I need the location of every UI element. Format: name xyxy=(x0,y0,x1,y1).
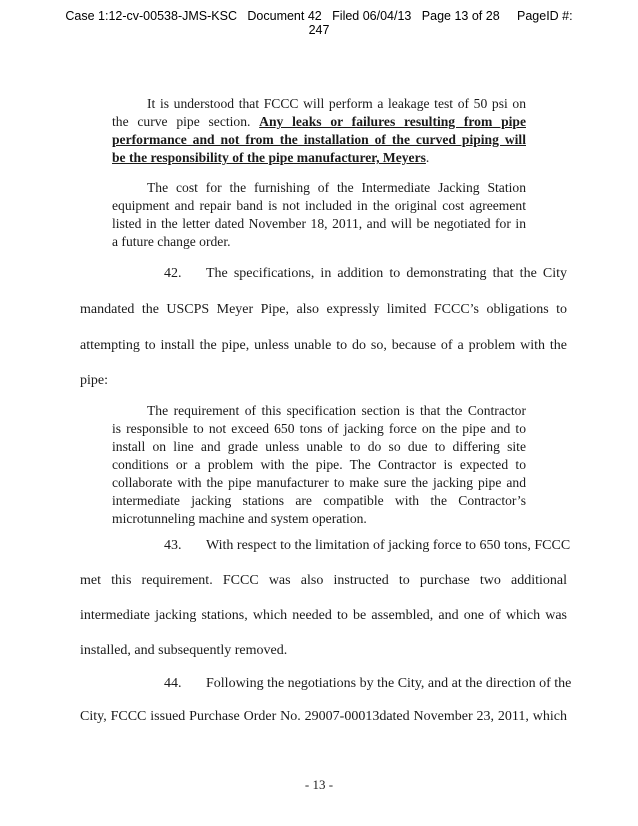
para44-number: 44. xyxy=(164,676,182,691)
para44-line1-text: Following the negotiations by the City, and at the direction of the xyxy=(206,676,572,691)
quote2-line4: conditions or a problem with the pipe. The Contractor is expected to xyxy=(112,457,526,472)
para43-line2: met this requirement. FCCC was also instructed to purchase two additional xyxy=(80,573,567,588)
para43-line4: installed, and subsequently removed. xyxy=(80,643,288,658)
block-quote-2 xyxy=(112,402,526,528)
quote1-p2-line2: equipment and repair band is not included in the original cost agreement xyxy=(112,198,526,213)
quote2-line1: The requirement of this specification section is that the Contractor xyxy=(147,403,526,418)
para43-line1-text: With respect to the limitation of jacking force to 650 tons, FCCC xyxy=(206,538,571,553)
case-header-line1: Case 1:12-cv-00538-JMS-KSC Document 42 Filed 06/04/13 Page 13 of 28 PageID #: xyxy=(65,9,573,23)
quote2-line5: collaborate with the pipe manufacturer to make sure the jacking pipe and xyxy=(112,475,526,490)
quote2-line6: intermediate jacking stations are compatible with the Contractor’s xyxy=(112,493,526,508)
para42-line3: attempting to install the pipe, unless unable to do so, because of a problem with the xyxy=(80,338,567,353)
quote1-line2-plain: the curve pipe section. xyxy=(112,114,260,129)
para43-line3: intermediate jacking stations, which needed to be assembled, and one of which was xyxy=(80,608,567,623)
para44-line2: City, FCCC issued Purchase Order No. 29007-00013dated November 23, 2011, which xyxy=(80,709,567,724)
quote1-line4-emphasis: be the responsibility of the pipe manufacturer, Meyers xyxy=(112,150,426,165)
quote1-p2-line3: listed in the letter dated November 18, 2011, and will be negotiated for in xyxy=(112,216,526,231)
para43-line1 xyxy=(80,538,571,554)
para43-number: 43. xyxy=(164,538,182,553)
case-header-line2: 247 xyxy=(308,23,330,37)
quote1-line2 xyxy=(112,113,526,131)
para42-number: 42. xyxy=(164,266,182,281)
quote2-line2: is responsible to not exceed 650 tons of jacking force on the pipe and to xyxy=(112,421,526,436)
para42-line4: pipe: xyxy=(80,373,108,388)
para42-line2: mandated the USCPS Meyer Pipe, also expressly limited FCCC’s obligations to xyxy=(80,302,567,317)
para42-line1 xyxy=(80,266,567,282)
quote1-p2-line1: The cost for the furnishing of the Intermediate Jacking Station xyxy=(147,180,526,195)
case-header xyxy=(0,9,638,37)
quote1-line1: It is understood that FCCC will perform a leakage test of 50 psi on xyxy=(147,96,526,111)
quote1-line2-emphasis: Any leaks or failures resulting from pipe xyxy=(259,114,526,129)
quote2-line7: microtunneling machine and system operation. xyxy=(112,511,367,526)
page-number: - 13 - xyxy=(304,777,334,792)
quote1-spacer xyxy=(112,167,526,179)
block-quote-1 xyxy=(112,95,526,251)
quote1-p2-line4: a future change order. xyxy=(112,234,231,249)
para42-line1-text: The specifications, in addition to demonstrating that the City xyxy=(206,266,567,281)
quote2-line3: install on line and grade unless unable to do so due to differing site xyxy=(112,439,526,454)
quote1-line3-emphasis: performance and not from the installation of the curved piping will xyxy=(112,132,526,147)
quote1-line4-end: . xyxy=(425,150,430,165)
quote1-line4 xyxy=(112,149,526,167)
para44-line1 xyxy=(80,676,572,692)
